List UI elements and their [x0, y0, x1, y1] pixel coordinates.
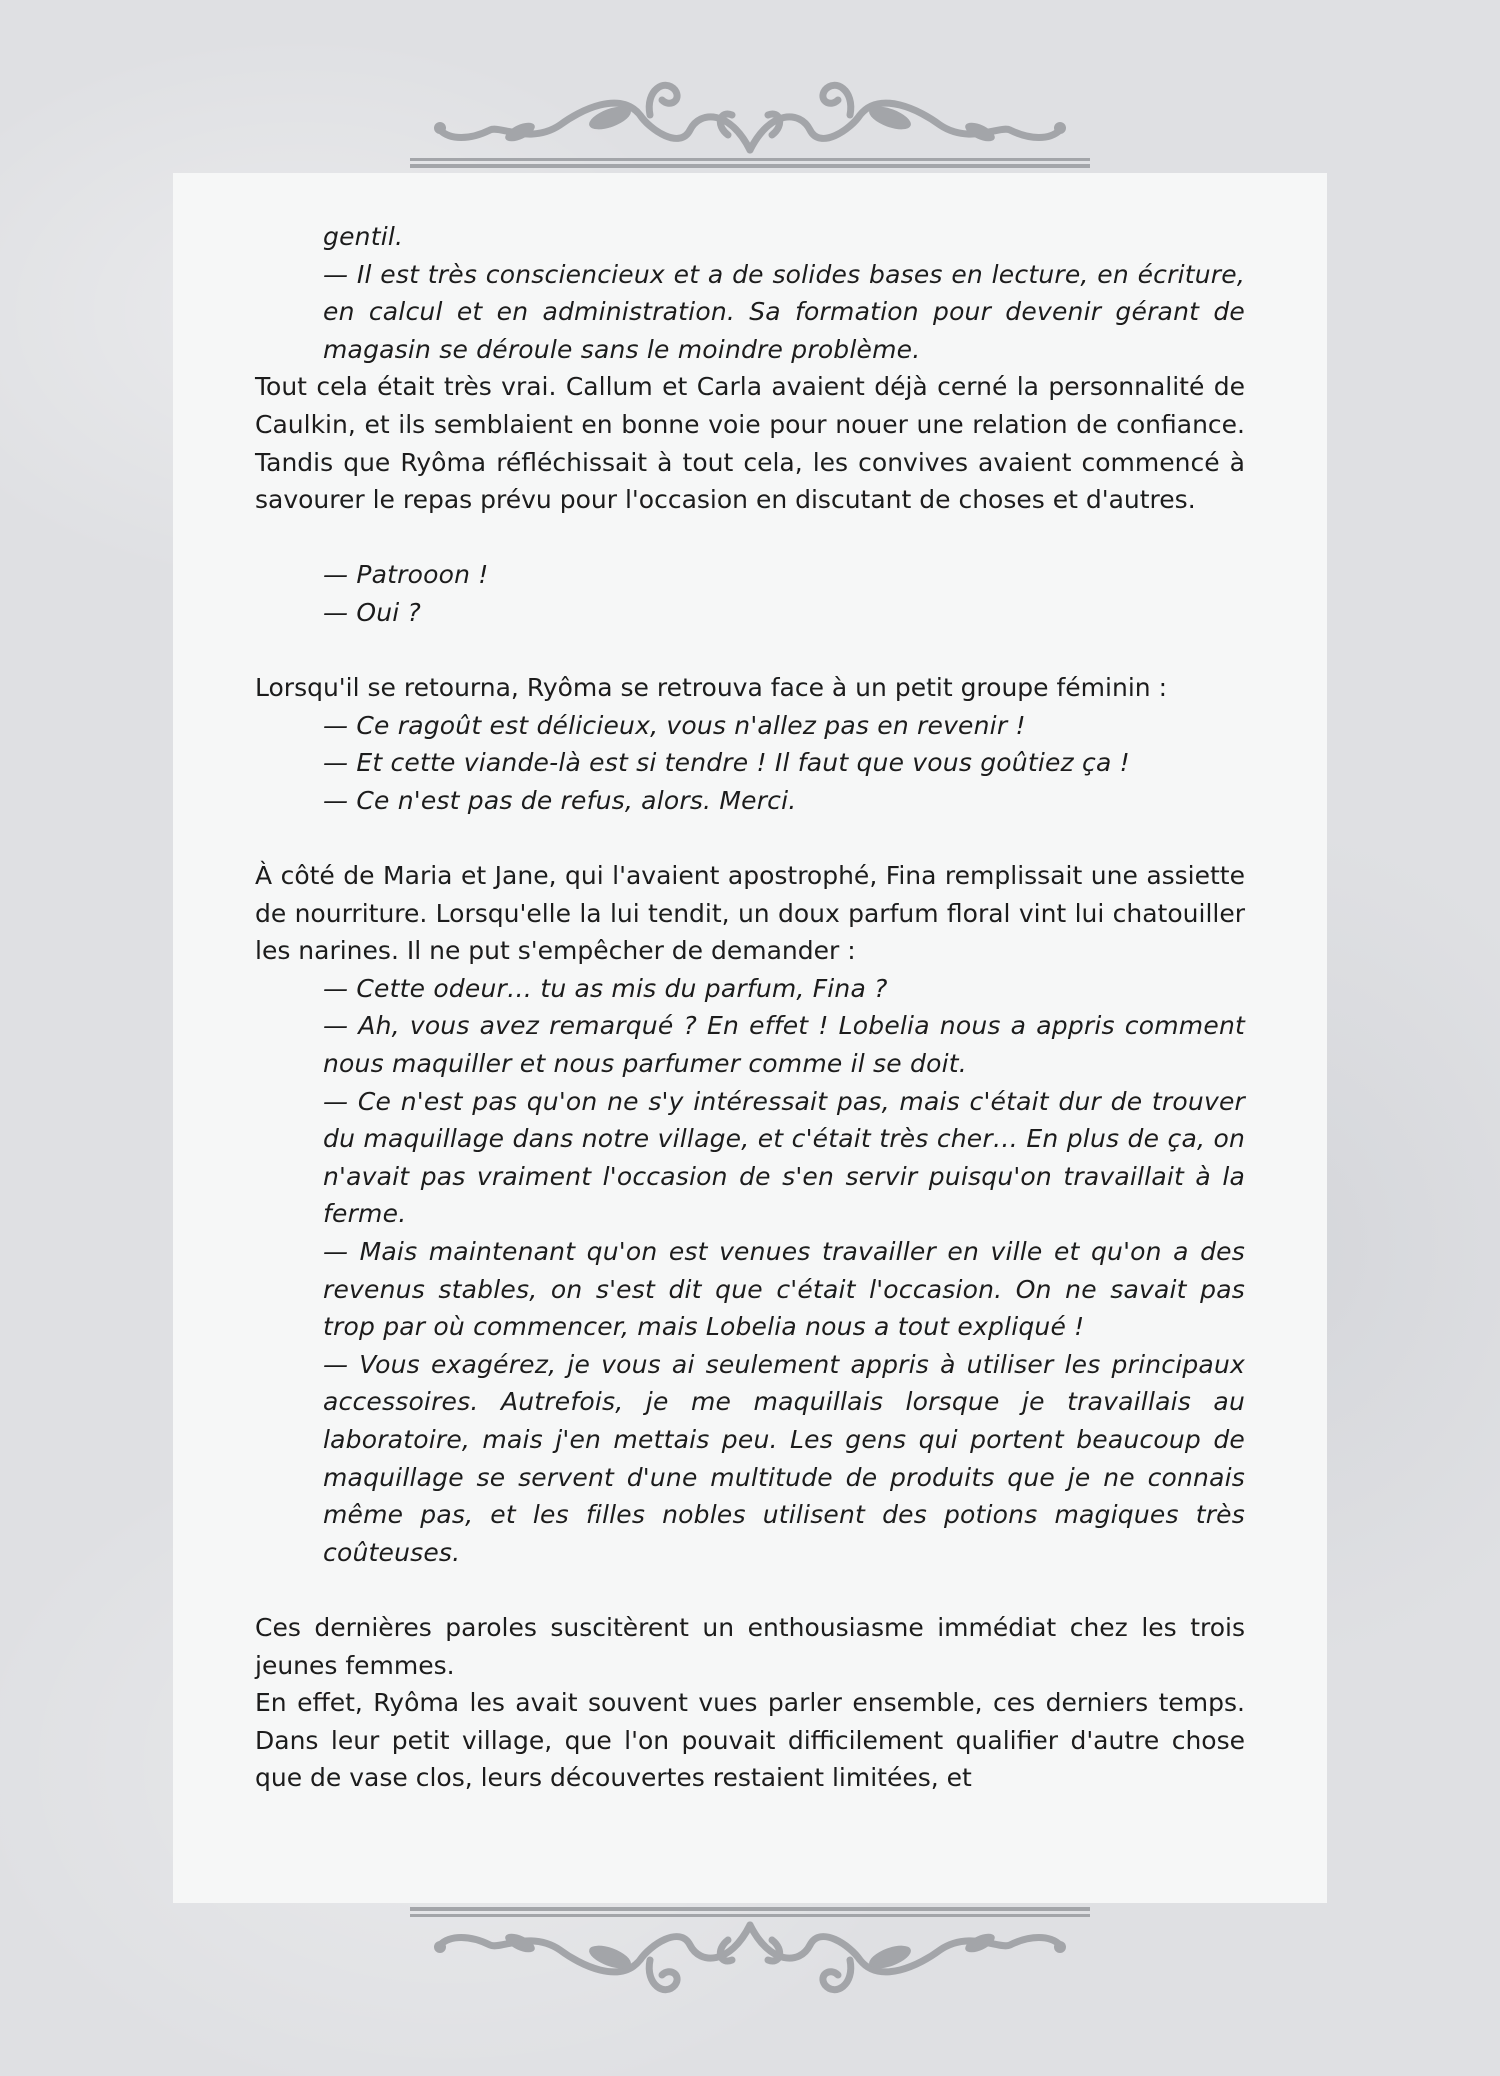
narration-paragraph: En effet, Ryôma les avait souvent vues parler ensemble, ces derniers temps. Dans leur petit village, que l'on pouvait difficilement qualifier d'autre chose que de vase clos, leurs découvertes restaient limitées, et — [255, 1688, 1245, 1793]
dialogue-line: — Cette odeur… tu as mis du parfum, Fina ? — [323, 973, 888, 1003]
bottom-ornament — [410, 1905, 1090, 2005]
dialogue-line: — Et cette viande-là est si tendre ! Il faut que vous goûtiez ça ! — [323, 748, 1130, 778]
dialogue-line: — Mais maintenant qu'on est venues travailler en ville et qu'on a des revenus stables, on s'est dit que c'était l'occasion. On ne savait pas trop par où commencer, mais Lobelia nous a tout expliqué ! — [323, 1237, 1245, 1342]
dialogue-line: — Ah, vous avez remarqué ? En effet ! Lobelia nous a appris comment nous maquiller et nous parfumer comme il se doit. — [323, 1011, 1245, 1079]
dialogue-line: — Ce n'est pas de refus, alors. Merci. — [323, 785, 797, 815]
dialogue-line: — Vous exagérez, je vous ai seulement appris à utiliser les principaux accessoires. Autrefois, je me maquillais lorsque je travaillais au laboratoire, mais j'en mettais peu. Les gens qui portent beaucoup de maquillage se servent d'une multitude de produits que je ne connais même pas, et les filles nobles utilisent des potions magiques très coûteuses. — [323, 1349, 1245, 1567]
top-ornament — [410, 70, 1090, 170]
narration-paragraph: Lorsqu'il se retourna, Ryôma se retrouva face à un petit groupe féminin : — [255, 673, 1167, 703]
dialogue-line: — Oui ? — [323, 597, 422, 627]
narration-paragraph: À côté de Maria et Jane, qui l'avaient apostrophé, Fina remplissait une assiette de nourriture. Lorsqu'elle la lui tendit, un doux parfum floral vint lui chatouiller les narines. Il ne put s'empêcher de demander : — [255, 861, 1245, 966]
page-text — [255, 218, 1245, 1797]
paragraph-gap — [255, 1571, 1245, 1609]
narration-paragraph: Tout cela était très vrai. Callum et Carla avaient déjà cerné la personnalité de Caulkin, et ils semblaient en bonne voie pour nouer une relation de confiance. Tandis que Ryôma réfléchissait à tout cela, les convives avaient commencé à savourer le repas prévu pour l'occasion en discutant de choses et d'autres. — [255, 372, 1245, 515]
dialogue-line: — Patrooon ! — [323, 560, 489, 590]
paragraph-gap — [255, 632, 1245, 670]
paragraph-gap — [255, 820, 1245, 858]
dialogue-line: gentil. — [323, 222, 404, 251]
dialogue-line: — Ce n'est pas qu'on ne s'y intéressait pas, mais c'était dur de trouver du maquillage dans notre village, et c'était très cher… En plus de ça, on n'avait pas vraiment l'occasion de s'en servir puisqu'on travaillait à la ferme. — [323, 1086, 1245, 1229]
dialogue-line: — Ce ragoût est délicieux, vous n'allez pas en revenir ! — [323, 710, 1026, 740]
flourish-divider-icon — [410, 70, 1090, 170]
flourish-divider-icon — [410, 1905, 1090, 2005]
dialogue-line: — Il est très consciencieux et a de solides bases en lecture, en écriture, en calcul et en administration. Sa formation pour devenir gérant de magasin se déroule sans le moindre problème. — [323, 259, 1245, 364]
narration-paragraph: Ces dernières paroles suscitèrent un enthousiasme immédiat chez les trois jeunes femmes. — [255, 1612, 1245, 1680]
paragraph-gap — [255, 519, 1245, 557]
